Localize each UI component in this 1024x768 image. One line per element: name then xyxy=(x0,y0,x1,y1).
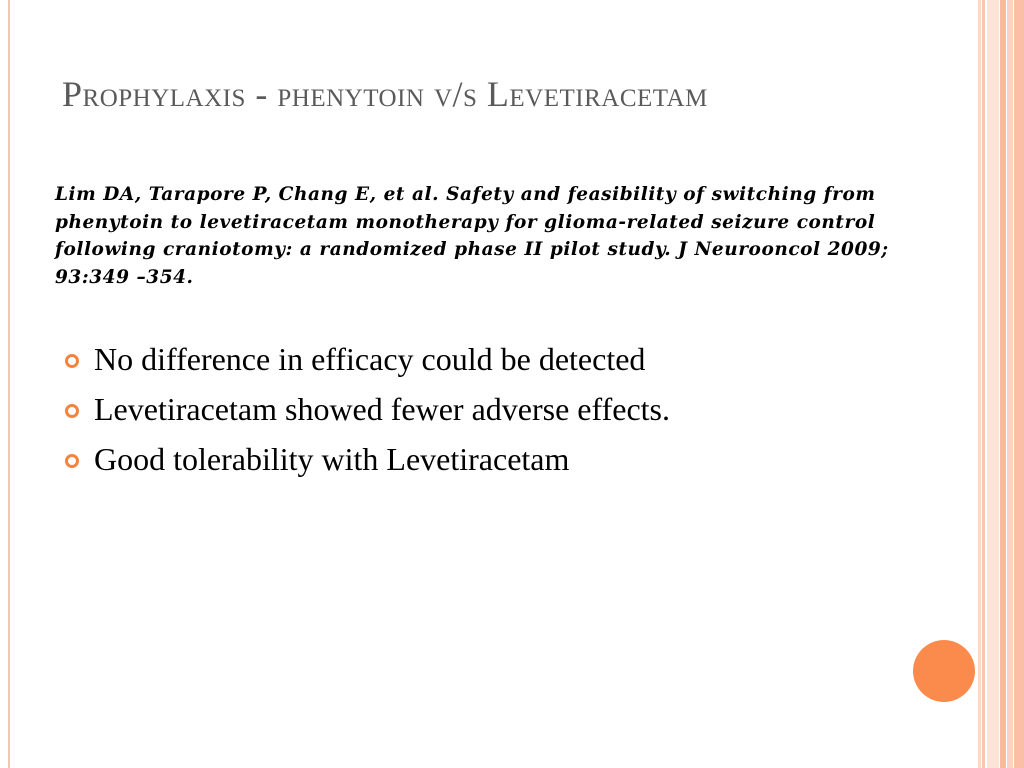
bullet-list xyxy=(64,334,964,484)
bullet-text: No difference in efficacy could be detected xyxy=(94,340,646,377)
bullet-text: Good tolerability with Levetiracetam xyxy=(94,440,570,477)
bullet-text: Levetiracetam showed fewer adverse effects. xyxy=(94,390,670,427)
ring-bullet-icon xyxy=(64,403,80,419)
bullet-item xyxy=(64,384,964,434)
bullet-item xyxy=(64,434,964,484)
left-border-line xyxy=(8,0,10,768)
right-decorative-stripes xyxy=(978,0,1024,768)
bullet-item xyxy=(64,334,964,384)
slide-title: Prophylaxis - phenytoin v/s Levetiracetam xyxy=(62,74,708,114)
ring-bullet-icon xyxy=(64,453,80,469)
citation-text: Lim DA, Tarapore P, Chang E, et al. Safety and feasibility of switching from phenytoin to levetiracetam monotherapy for glioma-related seizure control following craniotomy: a randomized phase II pilot study. J Neurooncol 2009; 93:349 –354. xyxy=(55,184,889,288)
ring-bullet-icon xyxy=(64,353,80,369)
decorative-orange-circle xyxy=(913,640,975,702)
